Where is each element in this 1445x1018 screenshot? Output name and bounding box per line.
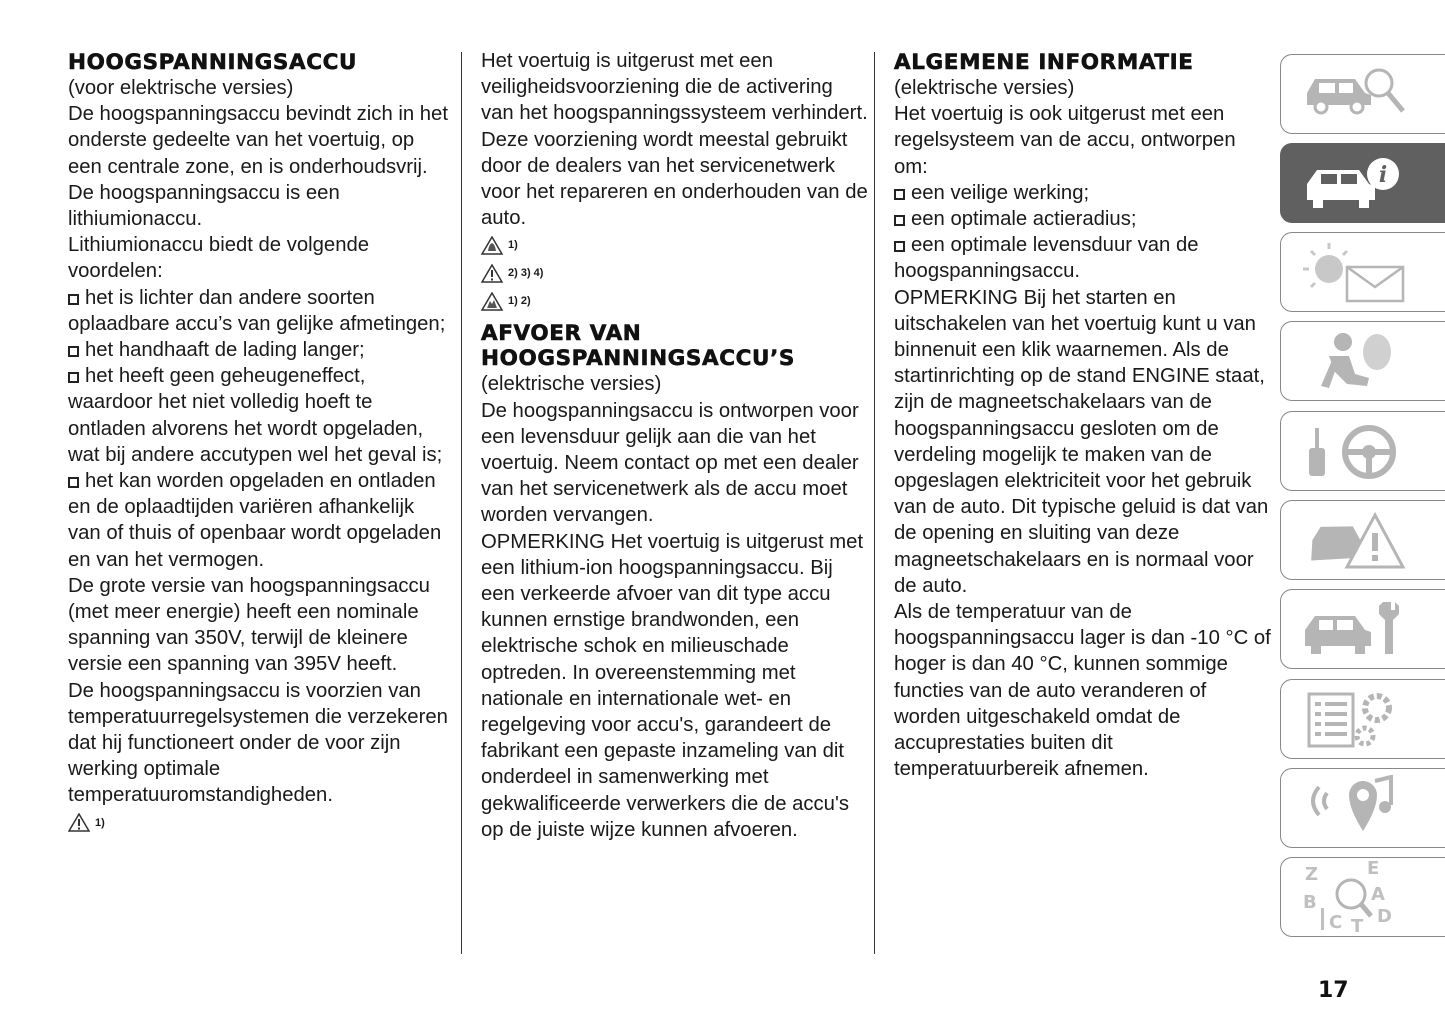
bullet-box-icon: [68, 477, 79, 488]
airbag-seat-icon: [1299, 328, 1409, 394]
car-warning-icon: [1299, 507, 1409, 573]
bullet-item: het heeft geen geheugeneffect, waardoor het niet volledig hoeft te ontladen alvorens het wordt opgeladen, wat bij andere accutypen wel het geval is;: [68, 365, 443, 466]
paragraph: De hoogspanningsaccu bevindt zich in het onderste gedeelte van het voertuig, op een centrale zone, en is onderhoudsvrij.: [68, 103, 448, 178]
bullet-box-icon: [894, 215, 905, 226]
key-steering-icon: [1299, 418, 1409, 484]
tab-car-info[interactable]: [1280, 143, 1445, 223]
bullet-item: het is lichter dan andere soorten oplaadbare accu’s van gelijke afmetingen;: [68, 286, 446, 335]
paragraph: Lithiumionaccu biedt de volgende voordelen:: [68, 234, 370, 283]
car-wrench-icon: [1299, 596, 1409, 662]
warning-triangle-icon: [68, 813, 90, 832]
list-gear-icon: [1299, 686, 1409, 752]
tab-index[interactable]: [1280, 857, 1445, 937]
bullet-box-icon: [68, 372, 79, 383]
paragraph: Het voertuig is ook uitgerust met een regelsysteem van de accu, ontworpen om:: [894, 103, 1236, 178]
tab-car-search[interactable]: [1280, 54, 1445, 134]
column-3: [894, 48, 1274, 782]
tab-maintenance[interactable]: [1280, 589, 1445, 669]
svg-text:D: D: [1377, 906, 1392, 927]
svg-text:C: C: [1329, 912, 1343, 933]
paragraph: (elektrische versies): [481, 373, 662, 396]
paragraph: De hoogspanningsaccu is een lithiumionaccu.: [68, 181, 340, 231]
tab-starting-driving[interactable]: [1280, 411, 1445, 491]
svg-text:Z: Z: [1305, 864, 1319, 885]
environment-warning-triangle-icon: [481, 292, 503, 311]
bullet-box-icon: [68, 294, 79, 305]
tab-technical-data[interactable]: [1280, 679, 1445, 759]
car-search-icon: [1299, 61, 1409, 127]
svg-text:T: T: [1351, 916, 1364, 934]
warning-reference: 1): [68, 809, 448, 837]
svg-text:B: B: [1303, 892, 1317, 913]
warning-reference: 1) 2): [481, 287, 871, 315]
bullet-item: een veilige werking;: [894, 180, 1274, 206]
bullet-box-icon: [68, 346, 79, 357]
tab-safety[interactable]: [1280, 321, 1445, 401]
paragraph: OPMERKING Bij het starten en uitschakelen van het voertuig kunt u van binnenuit een klik waarnemen. Als de startinrichting op de stand ENGINE staat, zijn de magneetschakelaars van de hoogspanningsaccu gesloten om de verdeling mogelijk te maken van de opgeslagen elektriciteit voor het gebruik van de auto. Dit typische geluid is dat van de opening en sluiting van deze magneetschakelaars en is normaal voor de auto.: [894, 286, 1269, 597]
section-heading-hoogspanningsaccu: HOOGSPANNINGSACCU: [68, 50, 358, 75]
paragraph: OPMERKING Het voertuig is uitgerust met een lithium-ion hoogspanningsaccu. Bij een verkeerde afvoer van dit type accu kunnen ernstige brandwonden, een elektrische schok en milieuschade optreden. In overeenstemming met nationale en internationale wet- en regelgeving voor accu's, garandeert de fabrikant een gepaste inzameling van dit onderdeel in samenwerking met gekwalificeerde verwerkers die de accu's op de juiste wijze kunnen afvoeren.: [481, 530, 864, 841]
media-nav-icon: [1299, 775, 1409, 841]
column-2: [481, 48, 871, 843]
light-mail-icon: [1299, 239, 1409, 305]
bullet-item: een optimale actieradius;: [894, 206, 1274, 232]
section-heading-algemene-informatie: ALGEMENE INFORMATIE: [894, 50, 1194, 75]
tab-lights-messages[interactable]: [1280, 232, 1445, 312]
bullet-item: het kan worden opgeladen en ontladen en de oplaadtijden variëren afhankelijk van of thuis of openbaar wordt opgeladen en van het vermogen.: [68, 470, 442, 571]
tab-multimedia[interactable]: [1280, 768, 1445, 848]
svg-text:A: A: [1371, 884, 1385, 905]
warning-triangle-icon: [481, 264, 503, 283]
warning-reference: 2) 3) 4): [481, 259, 871, 287]
paragraph: De grote versie van hoogspanningsaccu (met meer energie) heeft een nominale spanning van 350V, terwijl de kleinere versie een spanning van 395V heeft.: [68, 574, 430, 676]
index-search-icon: [1299, 860, 1409, 934]
tab-emergency[interactable]: [1280, 500, 1445, 580]
column-divider: [461, 52, 462, 954]
paragraph: (elektrische versies): [894, 77, 1075, 99]
column-divider: [874, 52, 875, 954]
column-1: [68, 48, 448, 837]
bullet-item: het handhaaft de lading langer;: [68, 337, 448, 363]
svg-text:i: i: [1378, 162, 1388, 188]
bullet-box-icon: [894, 189, 905, 200]
car-info-icon: [1299, 150, 1409, 216]
svg-text:E: E: [1367, 860, 1380, 879]
paragraph: Het voertuig is uitgerust met een veiligheidsvoorziening die de activering van het hoogspanningssysteem verhindert. Deze voorziening wordt meestal gebruikt door de dealers van het servicenetwerk voor het repareren en onderhouden van de auto.: [481, 50, 868, 230]
bullet-box-icon: [894, 241, 905, 252]
paragraph: Als de temperatuur van de hoogspanningsaccu lager is dan -10 °C of hoger is dan 40 °C, kunnen sommige functies van de auto veranderen of worden uitgeschakeld omdat de accuprestaties buiten dit temperatuurbereik afnemen.: [894, 601, 1271, 781]
warning-reference: 1): [481, 231, 871, 259]
paragraph: De hoogspanningsaccu is ontworpen voor een levensduur gelijk aan die van het voertuig. Neem contact op met een dealer van het servicenetwerk als de accu moet worden vervangen.: [481, 399, 859, 527]
bullet-item: een optimale levensduur van de hoogspanningsaccu.: [894, 234, 1199, 283]
paragraph: (voor elektrische versies): [68, 77, 294, 99]
hand-warning-triangle-icon: [481, 236, 503, 255]
section-heading-afvoer: AFVOER VAN HOOGSPANNINGSACCU’S: [481, 321, 795, 372]
page-number: 17: [1318, 978, 1349, 1003]
paragraph: De hoogspanningsaccu is voorzien van temperatuurregelsystemen die verzekeren dat hij functioneert onder de voor zijn werking optimale temperatuuromstandigheden.: [68, 679, 448, 807]
